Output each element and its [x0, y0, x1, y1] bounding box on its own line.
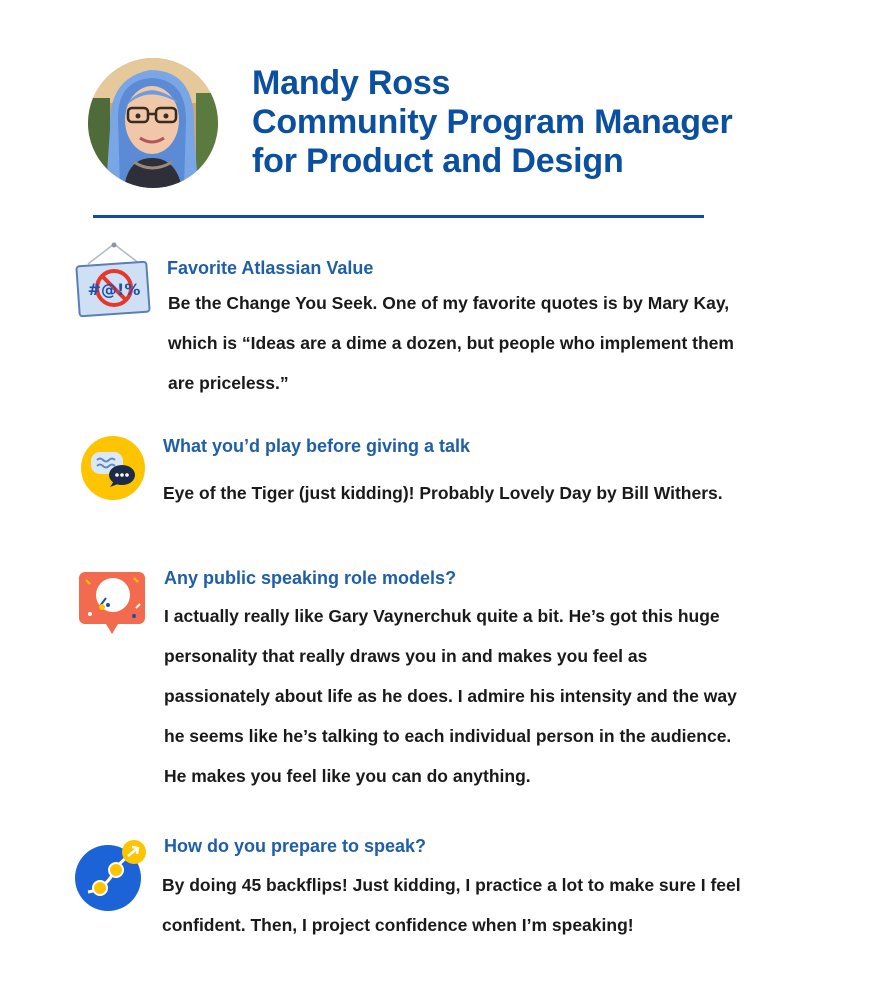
section-heading-favorite-value: Favorite Atlassian Value: [167, 258, 374, 278]
progress-path-icon: [74, 836, 152, 919]
section-line: he seems like he’s talking to each individual person in the audience.: [164, 726, 732, 746]
profile-title-line1: Community Program Manager: [252, 103, 733, 141]
section-body-role-models: [164, 596, 737, 796]
section-line: He makes you feel like you can do anything.: [164, 766, 531, 786]
section-line: confident. Then, I project confidence when I’m speaking!: [162, 915, 634, 935]
section-line: Eye of the Tiger (just kidding)! Probably Lovely Day by Bill Withers.: [163, 483, 723, 503]
section-line: which is “Ideas are a dime a dozen, but people who implement them: [168, 333, 734, 353]
section-line: are priceless.”: [168, 373, 289, 393]
section-line: Be the Change You Seek. One of my favorite quotes is by Mary Kay,: [168, 293, 730, 313]
section-line: passionately about life as he does. I admire his intensity and the way: [164, 686, 737, 706]
section-heading-talk-music: What you’d play before giving a talk: [163, 436, 471, 456]
section-line: personality that really draws you in and makes you feel as: [164, 646, 648, 666]
section-line: I actually really like Gary Vaynerchuk quite a bit. He’s got this huge: [164, 606, 720, 626]
header-divider: [93, 215, 704, 218]
section-body-favorite-value: [168, 283, 734, 403]
profile-name: Mandy Ross: [252, 64, 451, 102]
no-swearing-sign-icon: [74, 242, 152, 325]
section-heading-prepare: How do you prepare to speak?: [164, 836, 427, 856]
section-body-talk-music: [163, 473, 723, 513]
avatar: [88, 58, 218, 188]
section-line: By doing 45 backflips! Just kidding, I practice a lot to make sure I feel: [162, 875, 741, 895]
profile-header: [252, 64, 852, 181]
profile-title-line2: for Product and Design: [252, 142, 624, 180]
svg-text:#@!%: #@!%: [87, 280, 141, 299]
chat-bubbles-icon: [80, 435, 146, 506]
speech-bubble-celebration-icon: [78, 570, 148, 641]
section-body-prepare: [162, 865, 741, 945]
section-heading-role-models: Any public speaking role models?: [164, 568, 457, 588]
